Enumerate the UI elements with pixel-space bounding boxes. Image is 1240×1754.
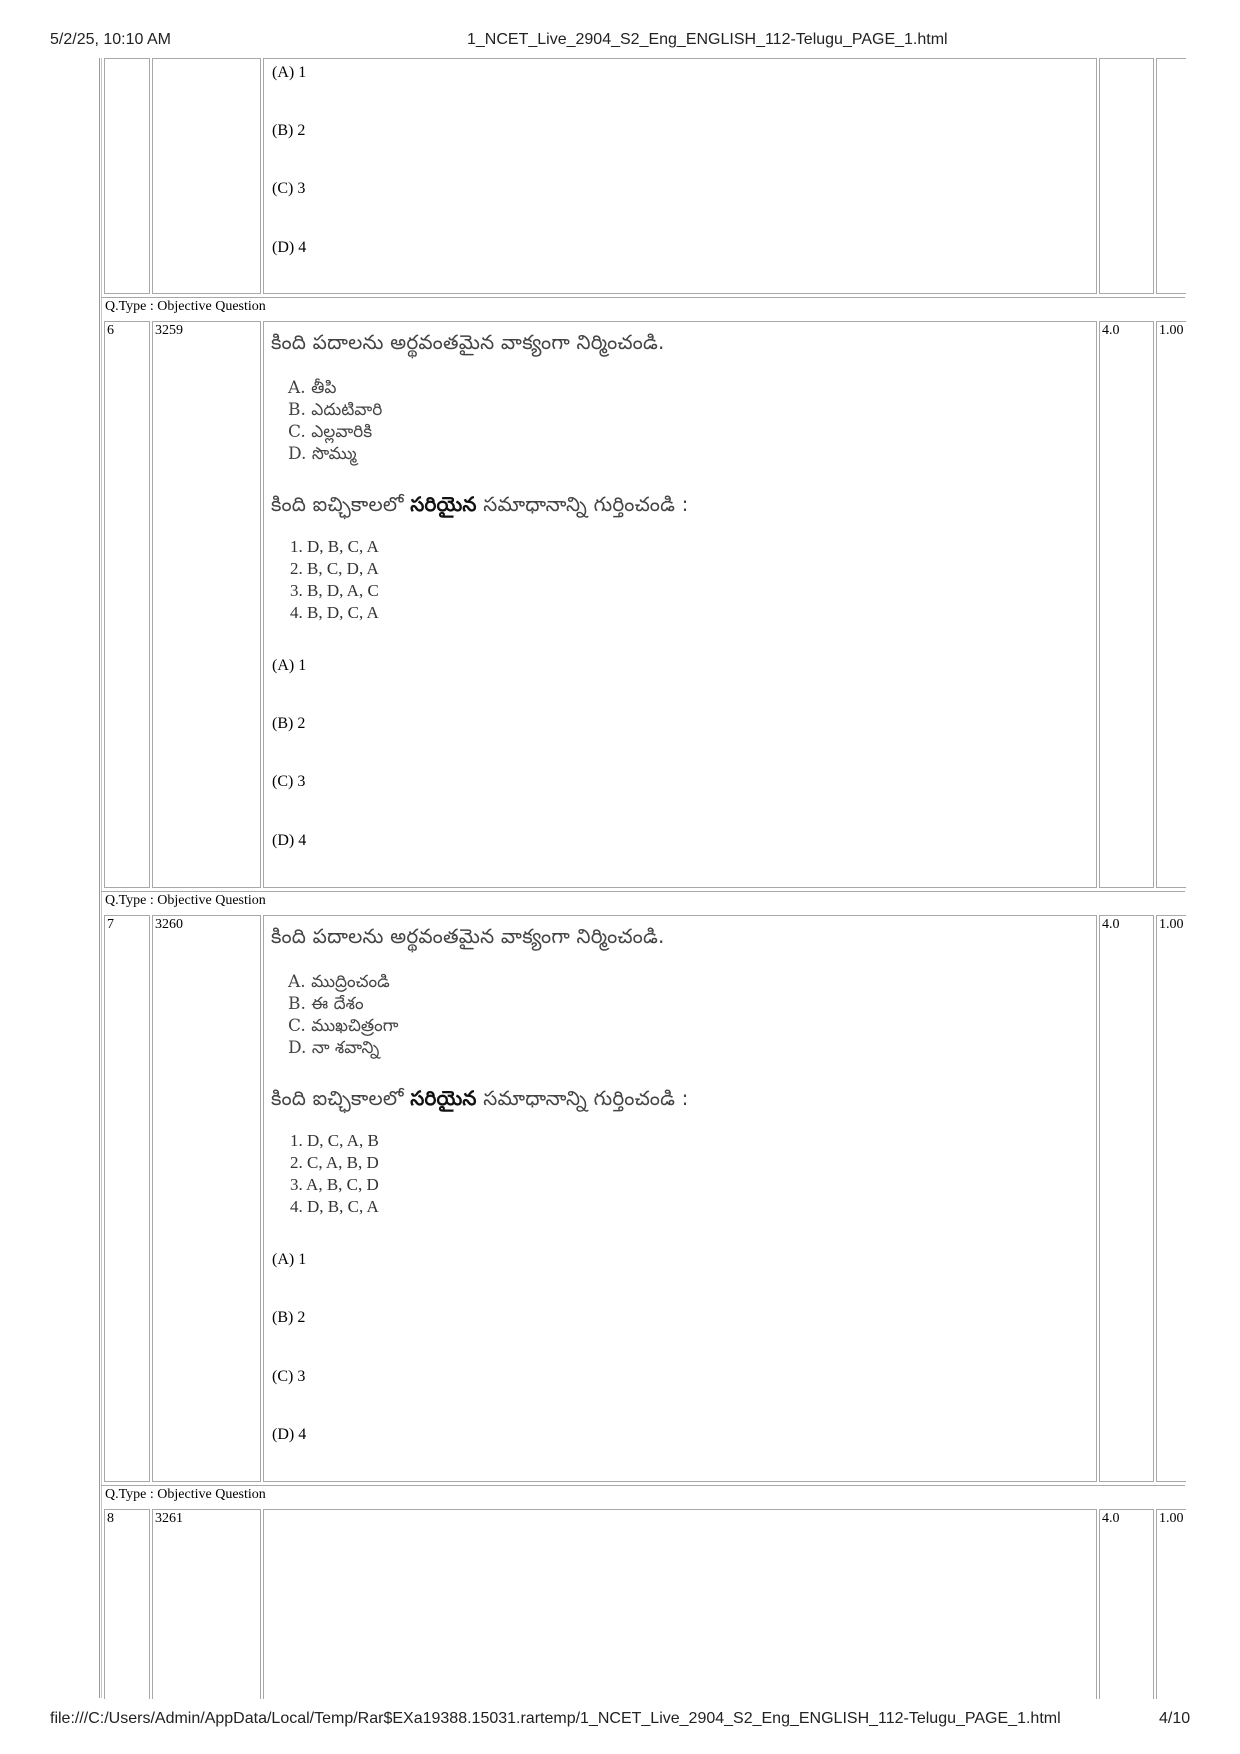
serial-number: 8	[107, 1511, 114, 1526]
option-c: (C) 3	[272, 773, 306, 790]
list-item: B. ఎదుటివారి	[288, 400, 383, 420]
prev-question-cell	[263, 58, 1097, 294]
list-item: 1. D, B, C, A	[290, 537, 379, 556]
list-item: D. సొమ్ము	[288, 444, 357, 464]
option-a: (A) 1	[272, 1251, 307, 1268]
list-item: C. ముఖచిత్రంగా	[288, 1016, 399, 1036]
option-b: (B) 2	[272, 715, 306, 732]
marks: 4.0	[1102, 1511, 1120, 1526]
neg-marks-cell	[1156, 915, 1186, 1482]
serial-number: 7	[107, 917, 114, 932]
question-instruction: కింది ఐచ్ఛికాలలో సరియైన సమాధానాన్ని గుర్తించండి :	[271, 492, 689, 516]
qid-cell	[152, 321, 261, 888]
negative-marks: 1.00	[1159, 323, 1184, 338]
prev-marks-cell	[1099, 58, 1154, 294]
qtype-label: Q.Type : Objective Question	[105, 893, 266, 908]
qtype-divider	[101, 891, 1185, 892]
question-instruction: కింది ఐచ్ఛికాలలో సరియైన సమాధానాన్ని గుర్తించండి :	[271, 1086, 689, 1110]
serial-number: 6	[107, 323, 114, 338]
table-outer-border-inner	[101, 58, 102, 1698]
negative-marks: 1.00	[1159, 1511, 1184, 1526]
question-id: 3261	[155, 1511, 183, 1526]
question-stem: కింది పదాలను అర్థవంతమైన వాక్యంగా నిర్మించండి.	[271, 330, 665, 354]
print-file-url: file:///C:/Users/Admin/AppData/Local/Temp/Rar$EXa19388.15031.rartemp/1_NCET_Live_2904_S2_Eng_ENGLISH_112-Telugu_PAGE_1.html	[50, 1710, 1061, 1727]
prev-neg-cell	[1156, 58, 1186, 294]
question-id: 3259	[155, 323, 183, 338]
qid-cell	[152, 1509, 261, 1699]
option-a: (A) 1	[272, 64, 307, 81]
question-stem: కింది పదాలను అర్థవంతమైన వాక్యంగా నిర్మించండి.	[271, 924, 665, 948]
marks-cell	[1099, 321, 1154, 888]
list-item: 4. D, B, C, A	[290, 1197, 379, 1216]
list-item: C. ఎల్లవారికి	[288, 422, 373, 442]
table-outer-border	[99, 58, 100, 1698]
print-page-title: 1_NCET_Live_2904_S2_Eng_ENGLISH_112-Telugu_PAGE_1.html	[467, 31, 948, 48]
answer-choices	[290, 1130, 379, 1218]
print-page-number: 4/10	[1159, 1710, 1191, 1727]
prev-qid-cell	[152, 58, 261, 294]
option-b: (B) 2	[272, 1309, 306, 1326]
negative-marks: 1.00	[1159, 917, 1184, 932]
option-c: (C) 3	[272, 180, 306, 197]
sno-cell	[104, 321, 150, 888]
option-b: (B) 2	[272, 122, 306, 139]
neg-marks-cell	[1156, 321, 1186, 888]
emphasis-text: సరియైన	[410, 1086, 477, 1110]
option-c: (C) 3	[272, 1368, 306, 1385]
print-datetime: 5/2/25, 10:10 AM	[50, 31, 171, 48]
list-item: 2. B, C, D, A	[290, 559, 379, 578]
option-d: (D) 4	[272, 1426, 307, 1443]
marks-cell	[1099, 915, 1154, 1482]
qid-cell	[152, 915, 261, 1482]
sno-cell	[104, 915, 150, 1482]
option-d: (D) 4	[272, 832, 307, 849]
marks-cell	[1099, 1509, 1154, 1699]
emphasis-text: సరియైన	[410, 492, 477, 516]
item-list	[288, 971, 398, 1059]
list-item: 3. B, D, A, C	[290, 581, 379, 600]
list-item: 2. C, A, B, D	[290, 1153, 379, 1172]
question-cell	[263, 1509, 1097, 1699]
item-list	[288, 377, 382, 465]
answer-choices	[290, 536, 379, 624]
list-item: 1. D, C, A, B	[290, 1131, 379, 1150]
list-item: B. ఈ దేశం	[288, 994, 364, 1014]
option-a: (A) 1	[272, 657, 307, 674]
marks: 4.0	[1102, 917, 1120, 932]
qtype-label: Q.Type : Objective Question	[105, 1487, 266, 1502]
option-d: (D) 4	[272, 239, 307, 256]
qtype-divider	[101, 1485, 1185, 1486]
list-item: 4. B, D, C, A	[290, 603, 379, 622]
prev-sno-cell	[104, 58, 150, 294]
question-cell	[263, 321, 1097, 888]
list-item: D. నా శవాన్ని	[288, 1038, 380, 1058]
qtype-label: Q.Type : Objective Question	[105, 299, 266, 314]
list-item: A. ముద్రించండి	[288, 972, 390, 992]
marks: 4.0	[1102, 323, 1120, 338]
list-item: A. తీపి	[288, 378, 337, 398]
sno-cell	[104, 1509, 150, 1699]
neg-marks-cell	[1156, 1509, 1186, 1699]
list-item: 3. A, B, C, D	[290, 1175, 379, 1194]
question-id: 3260	[155, 917, 183, 932]
qtype-divider	[101, 297, 1185, 298]
